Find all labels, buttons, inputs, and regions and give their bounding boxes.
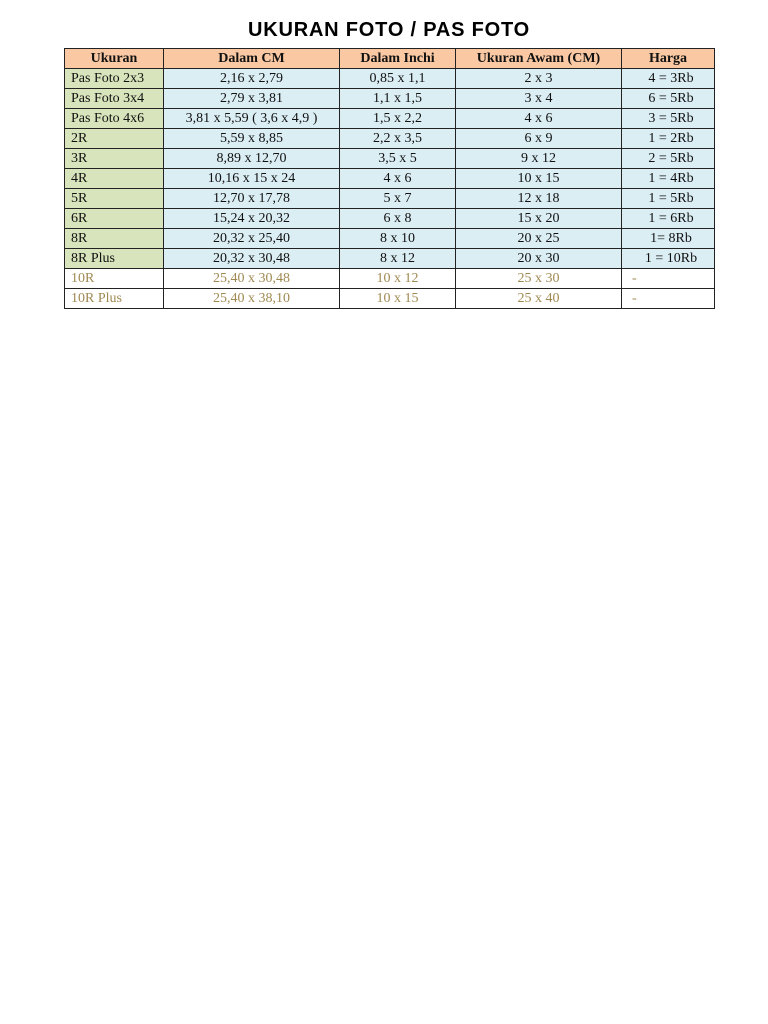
cell-ukuran: 10R Plus [65, 289, 164, 309]
cell-ukuran: 6R [65, 209, 164, 229]
cell-harga: 1 = 4Rb [622, 169, 715, 189]
cell-dalam-inchi: 8 x 12 [340, 249, 456, 269]
cell-ukuran: 4R [65, 169, 164, 189]
cell-ukuran-awam: 3 x 4 [456, 89, 622, 109]
cell-harga: - [622, 289, 715, 309]
cell-dalam-cm: 12,70 x 17,78 [164, 189, 340, 209]
cell-ukuran-awam: 12 x 18 [456, 189, 622, 209]
cell-harga: 3 = 5Rb [622, 109, 715, 129]
cell-ukuran: Pas Foto 2x3 [65, 69, 164, 89]
table-row [65, 169, 715, 189]
cell-dalam-inchi: 8 x 10 [340, 229, 456, 249]
cell-harga: 1 = 6Rb [622, 209, 715, 229]
cell-dalam-cm: 25,40 x 38,10 [164, 289, 340, 309]
header-harga: Harga [622, 49, 715, 69]
table-row [65, 129, 715, 149]
cell-dalam-inchi: 2,2 x 3,5 [340, 129, 456, 149]
cell-dalam-cm: 2,79 x 3,81 [164, 89, 340, 109]
cell-dalam-cm: 5,59 x 8,85 [164, 129, 340, 149]
cell-harga: 1 = 5Rb [622, 189, 715, 209]
photo-size-table [64, 48, 715, 309]
cell-dalam-cm: 10,16 x 15 x 24 [164, 169, 340, 189]
table-row [65, 229, 715, 249]
cell-ukuran-awam: 6 x 9 [456, 129, 622, 149]
cell-harga: 4 = 3Rb [622, 69, 715, 89]
header-dalam-inchi: Dalam Inchi [340, 49, 456, 69]
cell-dalam-cm: 3,81 x 5,59 ( 3,6 x 4,9 ) [164, 109, 340, 129]
cell-ukuran: 8R [65, 229, 164, 249]
header-ukuran: Ukuran [65, 49, 164, 69]
cell-dalam-inchi: 10 x 12 [340, 269, 456, 289]
cell-ukuran: 3R [65, 149, 164, 169]
table-row [65, 69, 715, 89]
cell-dalam-cm: 25,40 x 30,48 [164, 269, 340, 289]
cell-ukuran: 8R Plus [65, 249, 164, 269]
cell-ukuran-awam: 15 x 20 [456, 209, 622, 229]
table-row [65, 109, 715, 129]
cell-ukuran: 5R [65, 189, 164, 209]
cell-dalam-inchi: 0,85 x 1,1 [340, 69, 456, 89]
cell-ukuran-awam: 20 x 25 [456, 229, 622, 249]
cell-dalam-inchi: 1,5 x 2,2 [340, 109, 456, 129]
cell-dalam-inchi: 4 x 6 [340, 169, 456, 189]
cell-harga: 1= 8Rb [622, 229, 715, 249]
cell-harga: 6 = 5Rb [622, 89, 715, 109]
cell-ukuran-awam: 4 x 6 [456, 109, 622, 129]
table-header-row [65, 49, 715, 69]
cell-ukuran-awam: 20 x 30 [456, 249, 622, 269]
cell-ukuran-awam: 25 x 30 [456, 269, 622, 289]
cell-ukuran-awam: 9 x 12 [456, 149, 622, 169]
cell-dalam-inchi: 5 x 7 [340, 189, 456, 209]
header-ukuran-awam: Ukuran Awam (CM) [456, 49, 622, 69]
cell-harga: 2 = 5Rb [622, 149, 715, 169]
table-row [65, 149, 715, 169]
cell-harga: - [622, 269, 715, 289]
cell-ukuran-awam: 10 x 15 [456, 169, 622, 189]
header-dalam-cm: Dalam CM [164, 49, 340, 69]
cell-harga: 1 = 2Rb [622, 129, 715, 149]
table-row [65, 89, 715, 109]
cell-dalam-cm: 15,24 x 20,32 [164, 209, 340, 229]
cell-dalam-cm: 8,89 x 12,70 [164, 149, 340, 169]
cell-ukuran: 10R [65, 269, 164, 289]
cell-dalam-inchi: 6 x 8 [340, 209, 456, 229]
cell-ukuran-awam: 2 x 3 [456, 69, 622, 89]
cell-ukuran: Pas Foto 3x4 [65, 89, 164, 109]
table-row [65, 209, 715, 229]
table-row-unavailable [65, 289, 715, 309]
table-row [65, 249, 715, 269]
table-row-unavailable [65, 269, 715, 289]
cell-ukuran-awam: 25 x 40 [456, 289, 622, 309]
cell-dalam-cm: 20,32 x 30,48 [164, 249, 340, 269]
cell-dalam-cm: 2,16 x 2,79 [164, 69, 340, 89]
cell-dalam-cm: 20,32 x 25,40 [164, 229, 340, 249]
cell-harga: 1 = 10Rb [622, 249, 715, 269]
cell-dalam-inchi: 3,5 x 5 [340, 149, 456, 169]
page-title: UKURAN FOTO / PAS FOTO [247, 19, 531, 41]
table-row [65, 189, 715, 209]
cell-dalam-inchi: 1,1 x 1,5 [340, 89, 456, 109]
cell-ukuran: 2R [65, 129, 164, 149]
cell-ukuran: Pas Foto 4x6 [65, 109, 164, 129]
cell-dalam-inchi: 10 x 15 [340, 289, 456, 309]
